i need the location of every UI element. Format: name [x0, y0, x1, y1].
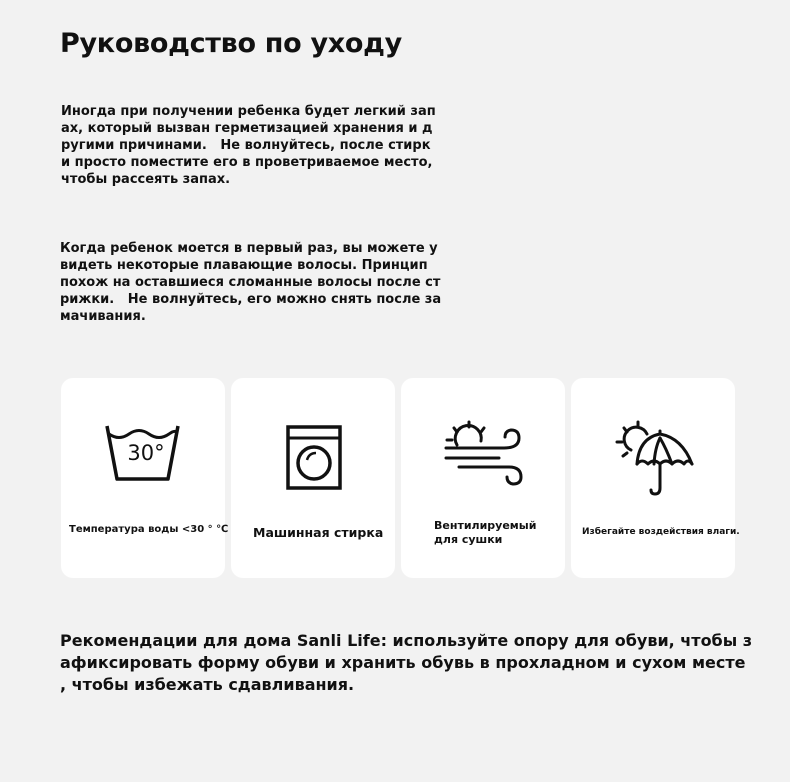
- wash-basin-30-icon: [61, 378, 225, 518]
- intro-paragraph-hair: [60, 240, 441, 325]
- sun-wind-dry-icon: [401, 378, 565, 518]
- intro-paragraph-smell: [61, 103, 436, 188]
- paragraph-line: ругими причинами. Не волнуйтесь, после стирк: [61, 138, 431, 153]
- care-card-machine-wash: [231, 378, 395, 578]
- paragraph-line: ах, который вызван герметизацией хранения и д: [61, 121, 433, 136]
- care-label-avoid-moisture: Избегайте воздействия влаги.: [582, 527, 740, 537]
- paragraph-line: Иногда при получении ребенка будет легкий зап: [61, 104, 436, 119]
- wash-temperature-text: 30°: [127, 441, 165, 465]
- paragraph-line: видеть некоторые плавающие волосы. Принцип: [60, 258, 428, 273]
- paragraph-line: чтобы рассеять запах.: [61, 172, 231, 187]
- care-card-ventilated-drying: [401, 378, 565, 578]
- paragraph-line: и просто поместите его в проветриваемое место,: [61, 155, 433, 170]
- home-recommendation: [60, 630, 752, 696]
- recommendation-line: , чтобы избежать сдавливания.: [60, 675, 355, 694]
- care-label-water-temperature: Температура воды <30 ° ℃: [69, 524, 229, 535]
- care-label-ventilated-drying: [434, 519, 536, 547]
- page-title: Руководство по уходу: [60, 28, 402, 59]
- paragraph-line: рижки. Не волнуйтесь, его можно снять после за: [60, 292, 442, 307]
- paragraph-line: мачивания.: [60, 309, 146, 324]
- recommendation-line: Рекомендации для дома Sanli Life: используйте опору для обуви, чтобы з: [60, 631, 753, 650]
- care-label-line: для сушки: [434, 533, 503, 546]
- care-card-water-temperature: [61, 378, 229, 578]
- umbrella-sun-icon: [571, 378, 735, 518]
- care-label-line: Вентилируемый: [434, 519, 537, 532]
- care-card-avoid-moisture: [571, 378, 740, 578]
- paragraph-line: Когда ребенок моется в первый раз, вы можете у: [60, 241, 438, 256]
- recommendation-line: афиксировать форму обуви и хранить обувь в прохладном и сухом месте: [60, 653, 746, 672]
- care-label-machine-wash: Машинная стирка: [253, 525, 384, 540]
- washing-machine-icon: [231, 378, 395, 518]
- paragraph-line: похож на оставшиеся сломанные волосы после ст: [60, 275, 441, 290]
